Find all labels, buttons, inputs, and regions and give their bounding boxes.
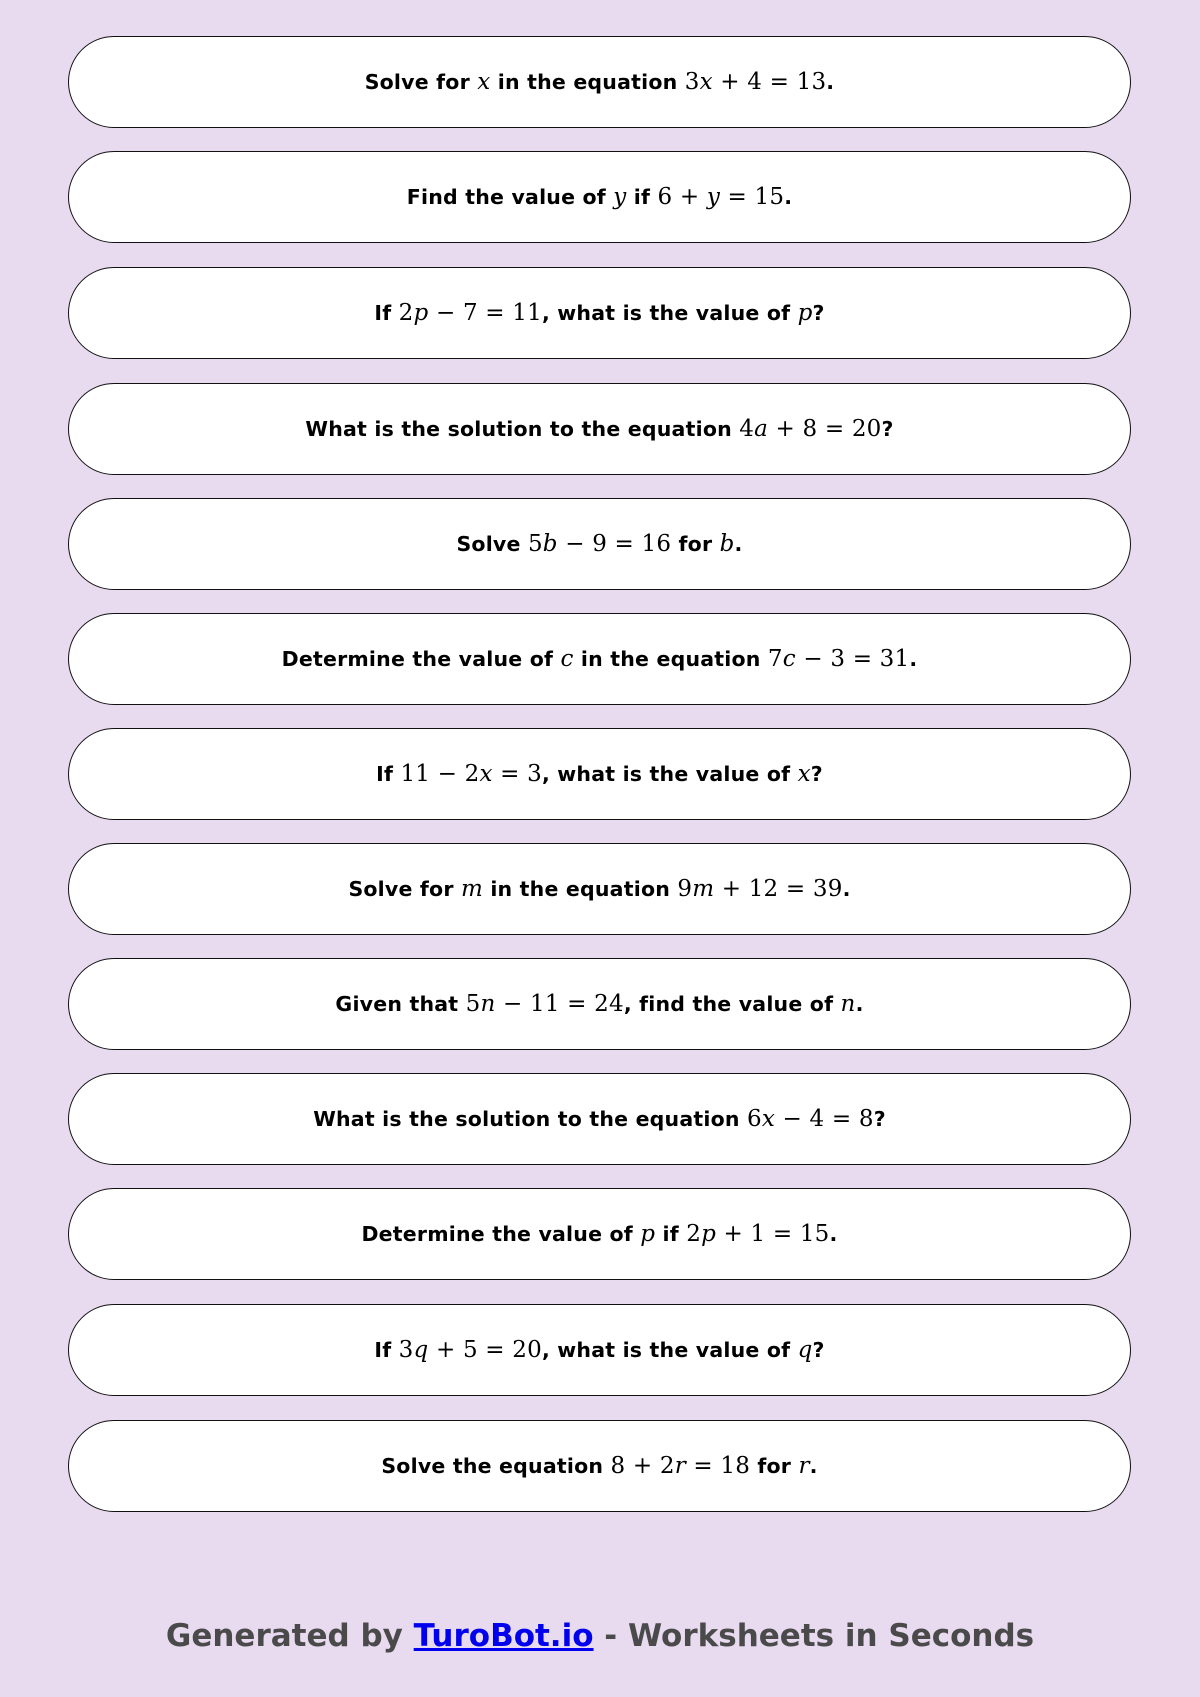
question-item	[68, 36, 1131, 128]
math-segment: x	[761, 1106, 776, 1132]
math-segment: p	[413, 300, 429, 326]
question-text-segment: , what is the value of	[541, 762, 798, 786]
question-text-segment: for	[671, 532, 720, 556]
math-segment: c	[560, 646, 574, 672]
math-segment: + 8 = 20	[768, 416, 882, 442]
question-text	[381, 1453, 817, 1479]
question-text	[365, 69, 835, 95]
question-text-segment: , what is the value of	[541, 1338, 798, 1362]
question-item	[68, 728, 1131, 820]
question-text-segment: Find the value of	[406, 185, 614, 209]
question-text-segment: if	[655, 1222, 687, 1246]
math-segment: = 3	[492, 761, 542, 787]
question-text	[335, 991, 863, 1017]
question-text-segment: for	[750, 1454, 799, 1478]
math-segment: q	[413, 1337, 429, 1363]
question-item	[68, 151, 1131, 243]
question-text-segment: .	[855, 992, 864, 1016]
math-segment: 7	[767, 646, 783, 672]
question-text-segment: ?	[812, 301, 825, 325]
question-text-segment: Solve	[456, 532, 528, 556]
question-text-segment: Solve for	[348, 877, 461, 901]
math-segment: 6	[747, 1106, 762, 1132]
math-segment: y	[613, 184, 627, 210]
question-text-segment: Determine the value of	[281, 647, 561, 671]
math-segment: = 18	[685, 1453, 751, 1479]
question-text	[456, 531, 742, 557]
math-segment: 11 − 2	[400, 761, 480, 787]
math-segment: p	[640, 1221, 656, 1247]
question-text-segment: Determine the value of	[361, 1222, 641, 1246]
question-text-segment: , what is the value of	[541, 301, 798, 325]
math-segment: b	[719, 531, 735, 557]
math-segment: n	[480, 991, 496, 1017]
question-text-segment: .	[909, 647, 918, 671]
math-segment: p	[701, 1221, 717, 1247]
math-segment: b	[542, 531, 558, 557]
math-segment: n	[840, 991, 856, 1017]
question-text-segment: If	[376, 762, 401, 786]
question-item	[68, 1188, 1131, 1280]
math-segment: 5	[465, 991, 481, 1017]
math-segment: q	[797, 1337, 813, 1363]
question-text-segment: .	[734, 532, 743, 556]
math-segment: c	[782, 646, 796, 672]
math-segment: − 9 = 16	[557, 531, 672, 557]
question-text	[348, 876, 850, 902]
question-text-segment: .	[826, 70, 835, 94]
question-text-segment: .	[829, 1222, 838, 1246]
question-item	[68, 843, 1131, 935]
question-text	[305, 416, 893, 442]
math-segment: − 11 = 24	[495, 991, 624, 1017]
question-item	[68, 267, 1131, 359]
math-segment: 6 +	[657, 184, 707, 210]
math-segment: − 4 = 8	[775, 1106, 874, 1132]
question-item	[68, 958, 1131, 1050]
math-segment: 9	[677, 876, 693, 902]
math-segment: m	[692, 876, 715, 902]
question-text-segment: .	[809, 1454, 818, 1478]
turobot-link[interactable]: TuroBot.io	[413, 1618, 594, 1654]
math-segment: r	[674, 1453, 686, 1479]
math-segment: + 1 = 15	[716, 1221, 830, 1247]
question-text	[376, 761, 823, 787]
question-text-segment: .	[842, 877, 851, 901]
question-text-segment: in the equation	[490, 70, 685, 94]
math-segment: x	[797, 761, 811, 787]
question-item	[68, 1073, 1131, 1165]
question-text	[374, 300, 824, 326]
question-text	[407, 184, 792, 210]
question-text-segment: Given that	[335, 992, 466, 1016]
math-segment: 3	[398, 1337, 414, 1363]
question-text-segment: in the equation	[482, 877, 678, 901]
math-segment: + 4 = 13	[712, 69, 827, 95]
math-segment: p	[797, 300, 813, 326]
footer-prefix: Generated by	[165, 1618, 414, 1654]
math-segment: − 3 = 31	[795, 646, 910, 672]
question-text-segment: What is the solution to the equation	[305, 417, 740, 441]
question-text	[313, 1106, 886, 1132]
math-segment: x	[479, 761, 493, 787]
math-segment: + 12 = 39	[714, 876, 843, 902]
question-text-segment: ?	[812, 1338, 825, 1362]
question-text-segment: , find the value of	[623, 992, 841, 1016]
question-text-segment: ?	[810, 762, 823, 786]
math-segment: 2	[686, 1221, 702, 1247]
math-segment: r	[798, 1453, 810, 1479]
math-segment: 3	[684, 69, 700, 95]
math-segment: + 5 = 20	[428, 1337, 542, 1363]
math-segment: 8 + 2	[610, 1453, 675, 1479]
question-item	[68, 498, 1131, 590]
footer	[0, 1618, 1200, 1654]
question-text-segment: If	[374, 1338, 399, 1362]
math-segment: 2	[398, 300, 414, 326]
footer-suffix: - Worksheets in Seconds	[593, 1618, 1035, 1654]
math-segment: a	[754, 416, 768, 442]
question-text-segment: ?	[881, 417, 894, 441]
question-item	[68, 1420, 1131, 1512]
question-text	[361, 1221, 837, 1247]
question-text-segment: Solve the equation	[381, 1454, 611, 1478]
question-text	[374, 1337, 824, 1363]
question-text-segment: if	[626, 185, 658, 209]
math-segment: y	[706, 184, 721, 210]
math-segment: x	[477, 69, 491, 95]
math-segment: = 15	[720, 184, 785, 210]
math-segment: 4	[739, 416, 755, 442]
question-text	[282, 646, 918, 672]
math-segment: − 7 = 11	[428, 300, 542, 326]
question-text-segment: If	[374, 301, 399, 325]
question-text-segment: Solve for	[364, 70, 478, 94]
question-item	[68, 1304, 1131, 1396]
math-segment: 5	[527, 531, 543, 557]
question-item	[68, 613, 1131, 705]
question-text-segment: in the equation	[573, 647, 768, 671]
question-text-segment: What is the solution to the equation	[313, 1107, 748, 1131]
question-text-segment: .	[784, 185, 793, 209]
math-segment: m	[460, 876, 483, 902]
math-segment: x	[699, 69, 713, 95]
question-item	[68, 383, 1131, 475]
question-text-segment: ?	[873, 1107, 886, 1131]
